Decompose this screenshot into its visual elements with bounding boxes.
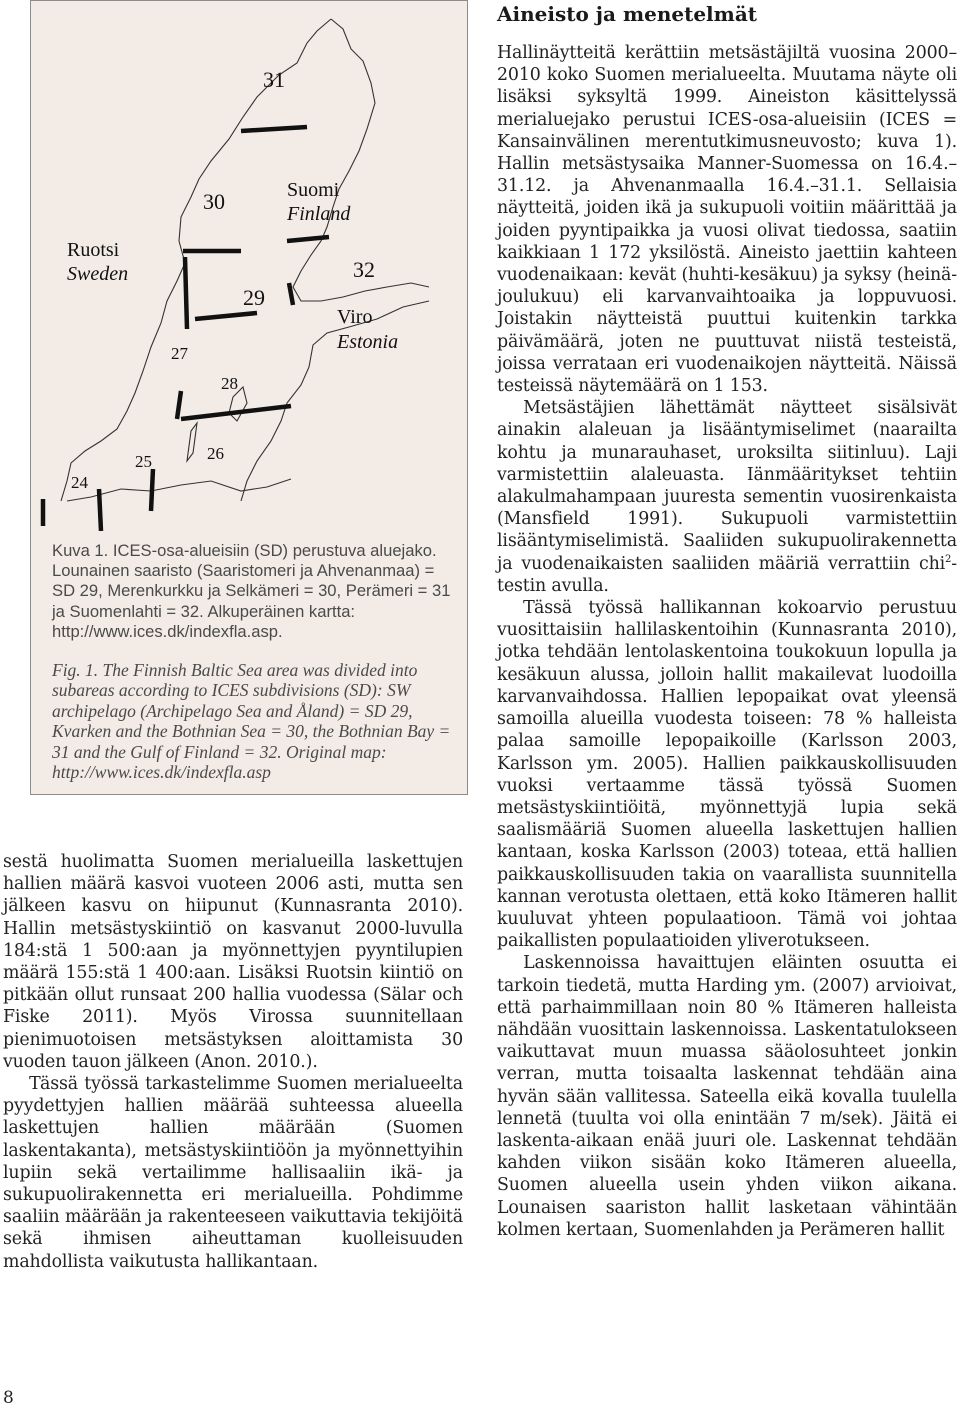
section-heading: Aineisto ja menetelmät [497, 2, 758, 26]
finland-fi-label: Suomi [287, 179, 340, 201]
sd30-label: 30 [203, 189, 225, 214]
finland-en-label: Finland [287, 203, 351, 225]
figure-caption-en: Fig. 1. The Finnish Baltic Sea area was divided into subareas according to ICES subdivisions (SD): SW archipelago (Archipelago Sea and Åland) = SD 29, Kvarken and the Bothnian Sea = 30, the Bothnian Bay = 31 and the Gulf of Finland = 32. Original map: http://www.ices.dk/indexfla.asp [52, 660, 451, 783]
right-paragraph-1: Hallinäytteitä kerättiin metsästäjiltä vuosina 2000–2010 koko Suomen merialueelta. Muutama näyte oli lisäksi syksyltä 1999. Aineiston käsittelyssä merialuejako perustui ICES-osa-alueisiin (ICES = Kansainvälinen merentutkimusneuvosto; kuva 1). Hallin metsästysaika Manner-Suomessa on 16.4.–31.12. ja Ahvenanmaalla 16.4.–31.1. Sellaisia näytteitä, joiden ikä ja sukupuoli voitiin määrittää ja joiden pyyntipaikka ja vuosi olivat tiedossa, saatiin kaikkiaan 1 172 yksilöstä. Aineisto jaettiin kahteen vuodenaikaan: kevät (huhti-kesäkuu) ja syksy (heinä-joulukuu) eli karvanvaihtoaika ja loppuvuosi. Joistakin näytteistä puuttui kuitenkin tarkka päivämäärä, joten ne puuttuvat niistä testeistä, joissa verrataan eri vuodenaikojen näytteitä. Näissä testeissä näytemäärä on 1 153. [497, 43, 957, 397]
sd24-label: 24 [71, 473, 88, 492]
figure-caption-fi: Kuva 1. ICES-osa-alueisiin (SD) perustuva aluejako. Lounainen saaristo (Saaristomeri ja Ahvenanmaa) = SD 29, Merenkurkku ja Selkämeri = 30, Perämeri = 31 ja Suomenlahti = 32. Alkuperäinen kartta: http://www.ices.dk/indexfla.asp. [52, 541, 451, 641]
sd25-label: 25 [135, 452, 152, 471]
sweden-en-label: Sweden [67, 263, 129, 285]
sd31-label: 31 [263, 67, 285, 92]
right-paragraph-2-end: -testin avulla. [497, 553, 957, 596]
right-column [497, 42, 957, 1241]
right-paragraph-2 [497, 397, 957, 597]
page-number: 8 [3, 1388, 14, 1408]
sd27-label: 27 [171, 344, 188, 363]
baltic-sea-map [31, 1, 469, 531]
sd29-label: 29 [243, 285, 265, 310]
left-paragraph-2: Tässä työssä tarkastelimme Suomen merialueelta pyydettyjen hallien määrää suhteessa alueella laskettujen hallien määrään (Suomen laskentakanta), metsästyskiintiöön ja myönnettyihin lupiin sekä vertailimme hallisaaliin ikä- ja sukupuolirakennetta eri merialueilla. Pohdimme saaliin määrään ja rakenteeseen vaikuttavia tekijöitä sekä ihmisen aiheuttaman kuolleisuuden mahdollista vaikutusta hallikantaan. [3, 1074, 463, 1272]
sd32-label: 32 [353, 257, 375, 282]
superscript-2: 2 [945, 553, 952, 565]
right-paragraph-3: Tässä työssä hallikannan kokoarvio perustuu vuosittaisiin hallilaskentoihin (Kunnasranta 2010), jotka tehdään lentolaskentoina toukokuun lopulla ja kesäkuun alussa, jolloin hallit makailevat luodoilla karvanvaihdossa. Hallien lepopaikat ovat yleensä samoilla alueilla vuodesta toiseen: 78 % halleista palaa samoille lepopaikoille (Karlsson 2003, Karlsson ym. 2005). Hallien paikkauskollisuuden vuoksi vertaamme tässä työssä Suomen metsästyskiintiöitä, myönnettyjä lupia sekä saalismääriä Suomen alueella laskettujen hallien kantaan, koska Karlsson (2003) toteaa, että hallien paikkauskollisuuden takia on vaarallista suunnitella kannan verotusta olettaen, että koko Itämeren hallit kuuluvat yhteen populaatioon. Tämä voi johtaa paikallisten populaatioiden yliverotukseen. [497, 598, 957, 952]
sweden-fi-label: Ruotsi [67, 239, 120, 261]
left-column [3, 851, 463, 1273]
estonia-fi-label: Viro [337, 306, 373, 328]
right-paragraph-4: Laskennoissa havaittujen eläinten osuutta ei tarkoin tiedetä, mutta Harding ym. (2007) arvioivat, että parhaimmillaan noin 80 % Itämeren halleista nähdään vuosittain laskennoissa. Laskentatulokseen vaikuttavat muun muassa sääolosuhteet jonkin verran, mutta toisaalta laskennat tehdään aina hyvän sään vallitessa. Sateella eikä kovalla tuulella lennetä (tuulta voi olla enintään 7 m/sek). Jäitä ei laskenta-aikaan enää juuri ole. Laskennat tehdään kahden viikon sisään koko Itämeren alueella, Suomen alueella usein yhden viikon aikana. Lounaisen saariston hallit lasketaan vähintään kolmen kertaan, Suomenlahden ja Perämeren hallit [497, 953, 957, 1240]
right-paragraph-2-text: Metsästäjien lähettämät näytteet sisälsivät ainakin alaleuan ja lisääntymiselimet (naarailta kohtu ja munarauhaset, uroksilta siitinluu). Laji varmistettiin alaleuasta. Iänmääritykset tehtiin alakulmahampaan juuresta sementin vuosirenkaista (Mansfield 1991). Sukupuoli varmistettiin lisääntymiselimistä. Saaliiden sukupuolirakennetta ja vuodenaikaisten saaliiden määriä verrattiin chi [497, 398, 957, 574]
sd28-label: 28 [221, 374, 238, 393]
left-paragraph-1: sestä huolimatta Suomen merialueilla laskettujen hallien määrä kasvoi vuoteen 2006 asti, mutta sen jälkeen kasvu on hiipunut (Kunnasranta 2010). Hallin metsästyskiintiö on kasvanut 2000-luvulla 184:stä 1 500:aan ja myönnettyjen pyyntilupien määrä 155:stä 1 400:aan. Lisäksi Ruotsin kiintiö on pitkään ollut runsaat 200 hallia vuodessa (Sälar och Fiske 2011). Myös Virossa suunnitellaan pienimuotoisen metsästyksen aloittamista 30 vuoden tauon jälkeen (Anon. 2010.). [3, 852, 463, 1072]
sd26-label: 26 [207, 444, 224, 463]
estonia-en-label: Estonia [337, 331, 399, 353]
